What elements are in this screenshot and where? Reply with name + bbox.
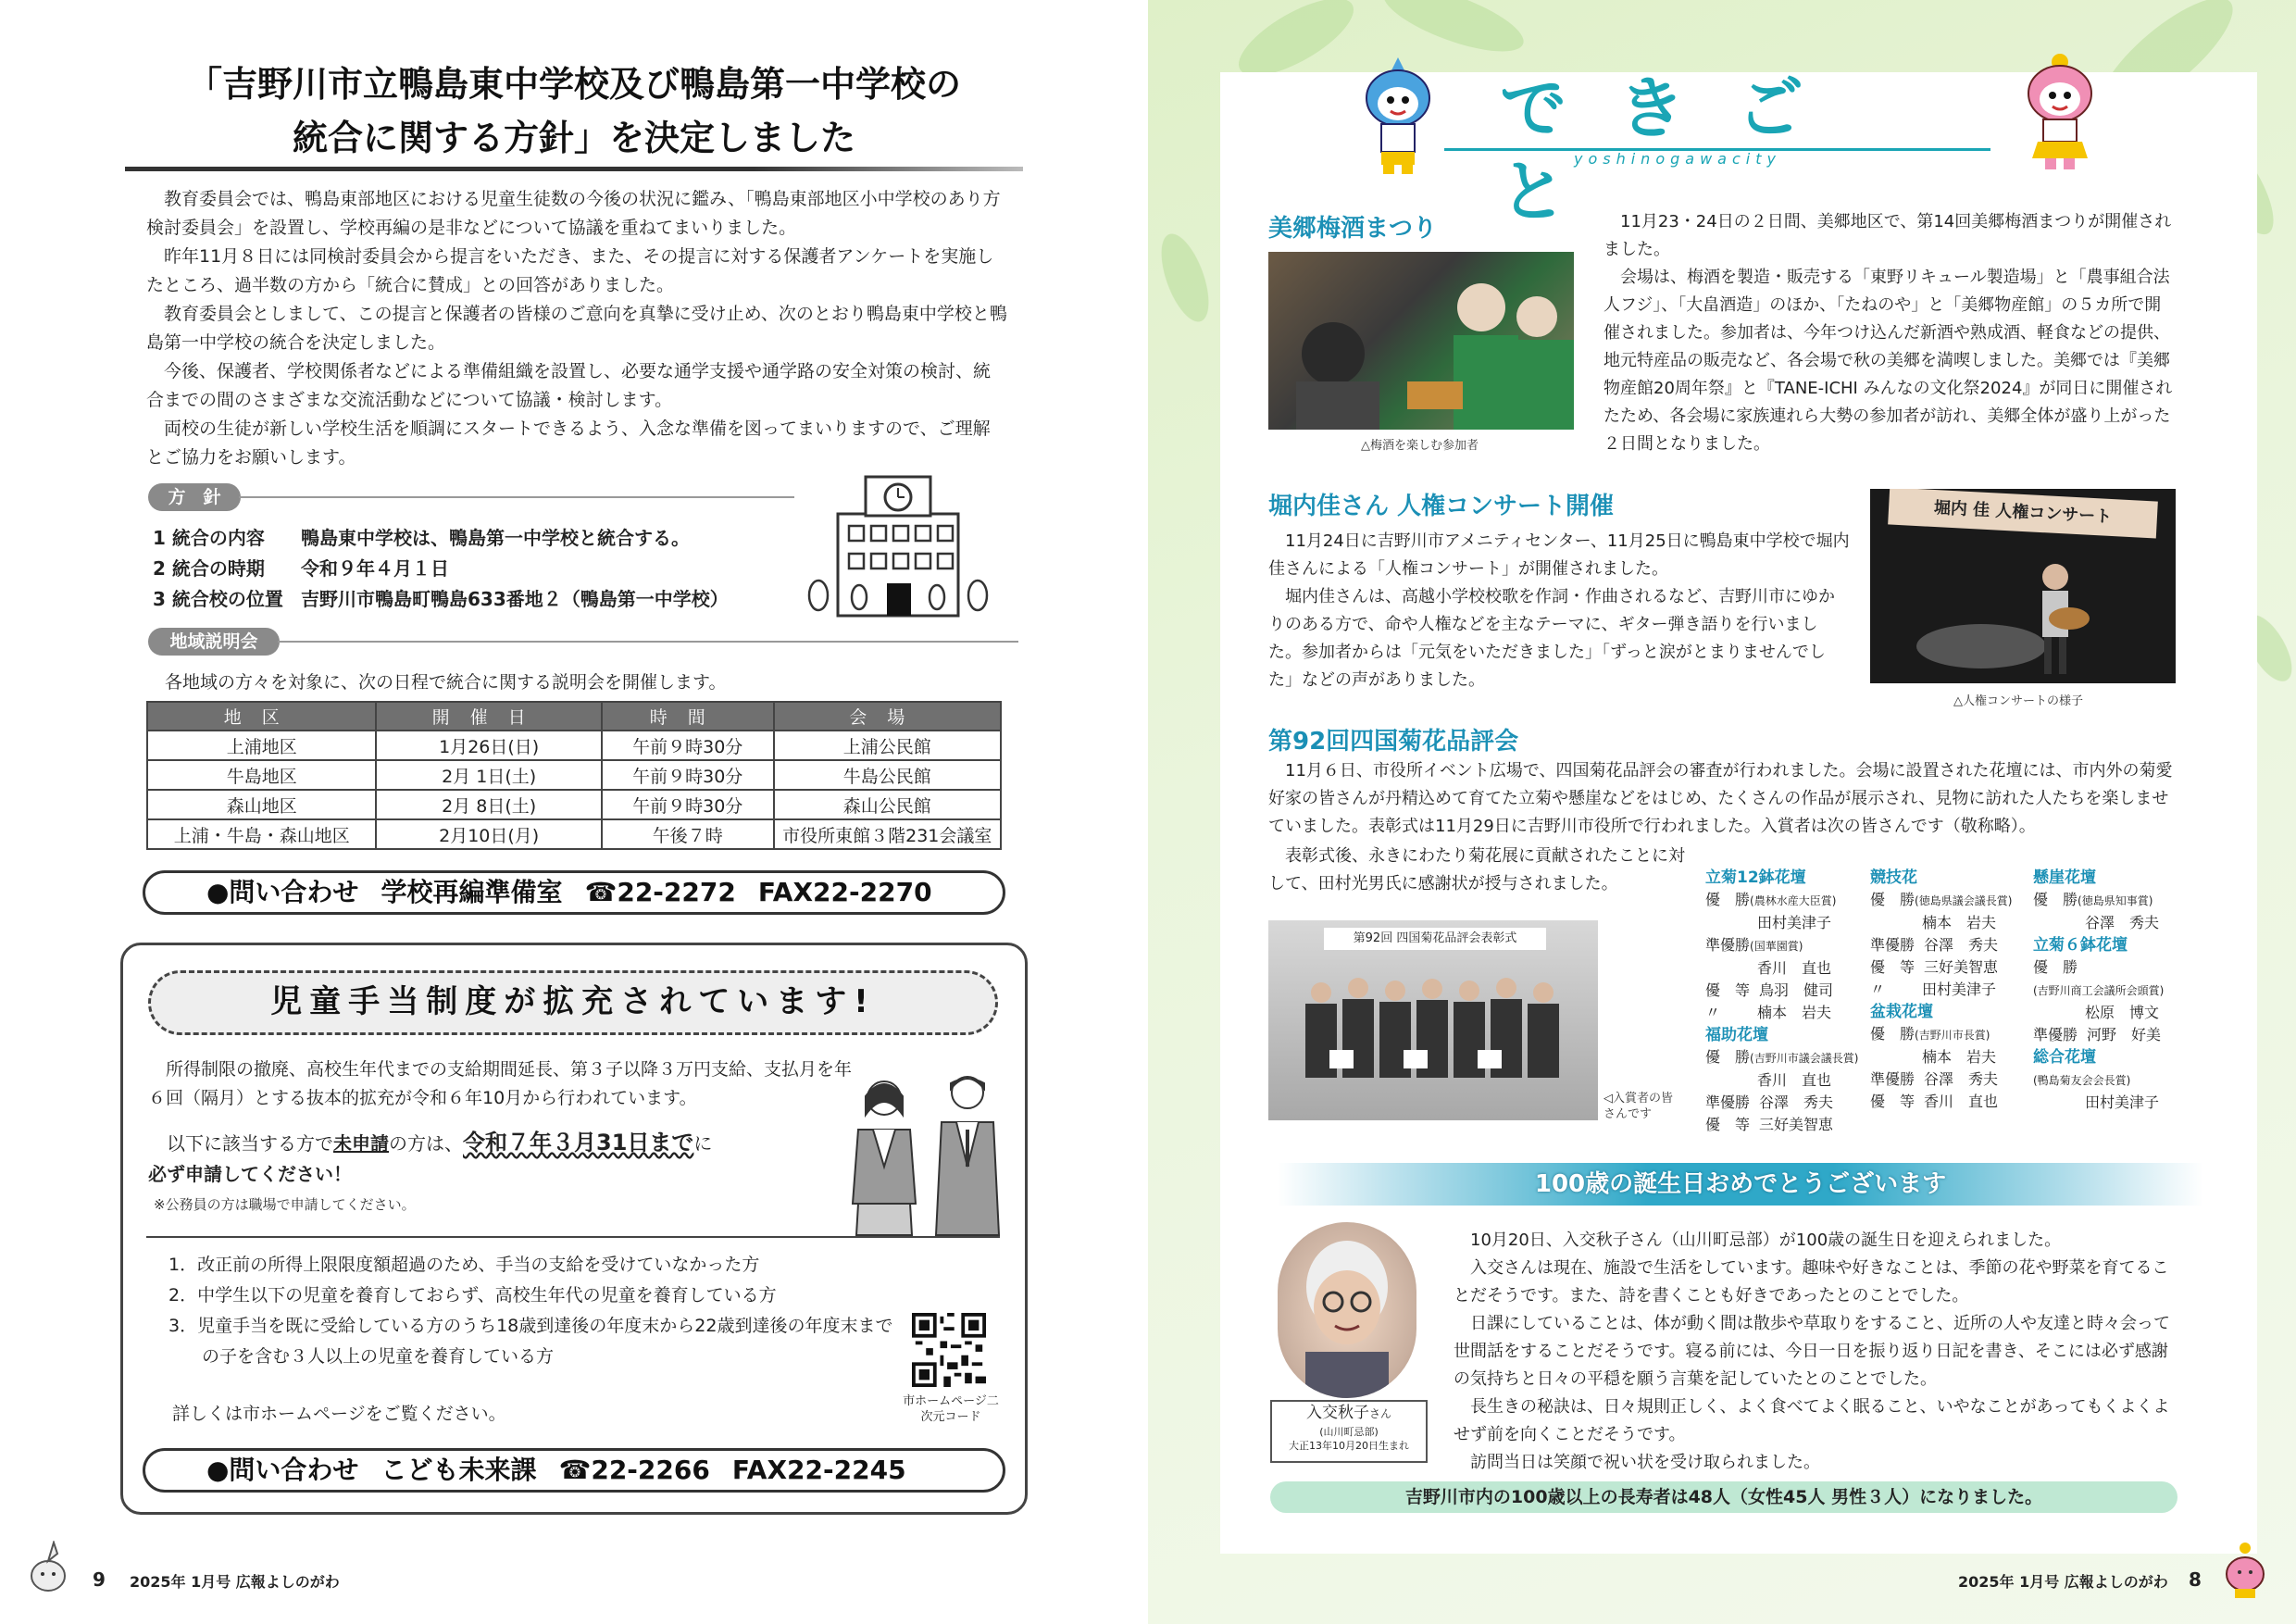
award-entry: 田村美津子	[2085, 1093, 2160, 1111]
award-entry: 〃 楠本 岩夫	[1705, 1004, 1832, 1021]
ume-festival-text: 11月23・24日の２日間、美郷地区で、第14回美郷梅酒まつりが開催されました。 会場は、梅酒を製造・販売する「東野リキュール製造場」と「農事組合法人フジ」、「大畠酒造」のほか、「たねのや」と「美郷物産館」の５カ所で開催されました。参加者は、今年つけ込んだ新酒や熟成酒、軽食などの提供、地元特産品の販売など、各会場で秋の美郷を満喫しました。美郷では『美郷物産館20周年祭』と『TANE-ICHI みんなの文化祭2024』が同日に開催されたため、各会場に家族連れら大勢の参加者が訪れ、美郷全体が盛り上がった２日間となりました。	[1603, 212, 2173, 454]
policy-heading: 方 針	[148, 483, 241, 511]
awards-column-3	[2033, 867, 2181, 1114]
region-schedule-table	[146, 701, 1002, 850]
list-item: 1．改正前の所得上限限度額超過のため、手当の支給を受けていなかった方	[168, 1255, 760, 1275]
award-entry: 準優勝 河野 好美	[2033, 1026, 2162, 1043]
award-entry: 香川 直也	[1757, 1071, 1832, 1089]
eligibility-list	[146, 1250, 905, 1372]
table-row: 上浦・牛島・森山地区 2月10日(月) 午後７時 市役所東館３階231会議室	[147, 819, 1001, 849]
centenarian-area: (山川町忌部)	[1319, 1426, 1379, 1438]
awards-column-2	[1870, 867, 2028, 1113]
qr-code-icon[interactable]	[912, 1313, 986, 1387]
award-entry: 香川 直也	[1757, 959, 1832, 977]
policy-item: 3 統合校の位置 吉野川市鴨島町鴨島633番地２（鴨島第一中学校）	[153, 588, 729, 610]
concert-caption: △人権コンサートの様子	[1953, 694, 2083, 708]
table-row: 森山地区 2月 8日(土) 午前９時30分 森山公民館	[147, 790, 1001, 819]
policy-list	[153, 523, 801, 615]
page-number: 8	[2189, 1568, 2202, 1591]
award-entry: 優 勝(徳島県議会議長賞)	[1870, 891, 2013, 908]
award-entry: 優 等 三好美智恵	[1870, 958, 1999, 976]
award-entry: 優 勝(徳島県知事賞)	[2033, 891, 2153, 908]
award-entry: 優 等 香川 直也	[1870, 1093, 1999, 1110]
centenarian-count-footer: 吉野川市内の100歳以上の長寿者は48人（女性45人 男性３人）になりました。	[1270, 1481, 2177, 1513]
chrysanthemum-photo	[1268, 920, 1598, 1120]
policy-item: 2 統合の時期 令和９年４月１日	[153, 557, 449, 580]
contact-label: ●問い合わせ	[206, 877, 359, 907]
header-subtitle: yoshinogawacity	[1574, 150, 1781, 168]
photo-illustration-icon	[1278, 1222, 1416, 1398]
intro-paragraph: 両校の生徒が新しい学校生活を順調にスタートできるよう、入念な準備を図ってまいりますので、ご理解とご協力をお願いします。	[146, 418, 991, 468]
contact-dept: 学校再編準備室	[381, 877, 563, 907]
award-entry: 楠本 岩夫	[1922, 914, 1997, 931]
award-entry: 優 勝(農林水産大臣賞)	[1705, 891, 1837, 908]
award-entry: 準優勝(国華園賞)	[1705, 936, 1803, 954]
child-allowance-title: 児童手当制度が拡充されています!	[148, 970, 998, 1035]
section-rule	[146, 1236, 1000, 1238]
award-category: 立菊12鉢花壇	[1705, 868, 1806, 887]
centenarian-nameplate: 入交秋子さん (山川町忌部) 大正13年10月20日生まれ	[1270, 1400, 1428, 1463]
footer-issue: 2025年 1月号 広報よしのがわ	[130, 1573, 340, 1591]
list-item: 2．中学生以下の児童を養育しておらず、高校生年代の児童を養育している方	[168, 1285, 777, 1305]
intro-paragraph: 今後、保護者、学校関係者などによる準備組織を設置し、必要な通学支援や通学路の安全対策の検討、統合までの間のさまざまな交流活動などについて協議・検討します。	[146, 361, 992, 410]
contact-tel: ☎22-2266	[558, 1455, 710, 1485]
child-allowance-deadline: 以下に該当する方で未申請の方は、令和７年３月31日までに 必ず申請してください！	[148, 1130, 713, 1185]
title-line-2: 統合に関する方針」を決定しました	[292, 117, 855, 158]
centenarian-name: 入交秋子	[1305, 1404, 1369, 1422]
award-entry: 優 等 三好美智恵	[1705, 1116, 1834, 1133]
award-category: 総合花壇	[2033, 1048, 2096, 1067]
award-entry: 優 勝(吉野川市長賞)	[1870, 1025, 1990, 1043]
award-entry: 〃 田村美津子	[1870, 981, 1997, 998]
list-item: 3．児童手当を既に受給している方のうち18歳到達後の年度末から22歳到達後の年度末までの子を含む３人以上の児童を養育している方	[168, 1316, 893, 1367]
award-entry: 優 勝	[2033, 958, 2078, 976]
table-row: 牛島地区 2月 1日(土) 午前９時30分 牛島公民館	[147, 760, 1001, 790]
policy-item: 1 統合の内容 鴨島東中学校は、鴨島第一中学校と統合する。	[153, 527, 690, 549]
chrysanthemum-text: 11月６日、市役所イベント広場で、四国菊花品評会の審査が行われました。会場に設置された花壇には、市内外の菊愛好家の皆さんが丹精込めて育てた立菊や懸崖などをはじめ、たくさんの作品が展示され、見物に訪れた人たちを楽しませていました。表彰式は11月29日に吉野川市役所で行われました。入賞者は次の皆さんです（敬称略）。	[1268, 761, 2173, 836]
awards-column-1	[1705, 867, 1863, 1136]
award-entry: 準優勝 谷澤 秀夫	[1870, 936, 1999, 954]
table-header-row	[147, 702, 1001, 731]
chrysanthemum-text-2: 表彰式後、永きにわたり菊花展に貢献されたことに対して、田村光男氏に感謝状が授与されました。	[1268, 846, 1685, 893]
ume-caption: △梅酒を楽しむ参加者	[1361, 439, 1479, 453]
photo-illustration-icon	[1268, 252, 1574, 430]
award-entry: 準優勝 谷澤 秀夫	[1705, 1093, 1834, 1111]
centenarian-photo	[1278, 1222, 1416, 1398]
award-entry: 準優勝 谷澤 秀夫	[1870, 1070, 1999, 1088]
see-website-text: 詳しくは市ホームページをご覧ください。	[172, 1404, 506, 1424]
table-header: 会場	[774, 702, 1001, 731]
title-line-1: 「吉野川市立鴨島東中学校及び鴨島第一中学校の	[186, 63, 961, 105]
centenarian-birthdate: 大正13年10月20日生まれ	[1289, 1440, 1409, 1452]
contact-tel: ☎22-2272	[584, 877, 736, 907]
award-entry: 田村美津子	[1757, 914, 1832, 931]
chrysanthemum-title: 第92回四国菊花品評会	[1268, 728, 1519, 756]
contact-fax: FAX22-2245	[731, 1455, 906, 1485]
table-row: 上浦地区 1月26日(日) 午前９時30分 上浦公民館	[147, 731, 1001, 760]
mascot-pink-icon	[2014, 51, 2106, 171]
page-title	[139, 57, 1009, 165]
award-category: 競技花	[1870, 868, 1917, 887]
table-header: 地区	[147, 702, 376, 731]
contact-fax: FAX22-2270	[757, 877, 932, 907]
title-rule	[125, 167, 1023, 171]
section-rule	[239, 496, 794, 498]
contact-school-reorg	[143, 870, 1005, 915]
award-entry: 楠本 岩夫	[1922, 1048, 1997, 1066]
award-category: 福助花壇	[1705, 1026, 1768, 1044]
concert-photo	[1870, 489, 2176, 683]
table-header: 開催日	[376, 702, 601, 731]
mascot-footer-icon	[28, 1541, 69, 1596]
intro-paragraph: 教育委員会では、鴨島東部地区における児童生徒数の今後の状況に鑑み、「鴨島東部地区小中学校のあり方検討委員会」を設置し、学校再編の是非などについて協議を重ねてまいりました。	[146, 189, 1001, 238]
concert-banner: 堀内 佳 人権コンサート	[1888, 489, 2158, 539]
people-illustration-icon	[838, 1065, 1014, 1236]
child-allowance-note: ※公務員の方は職場で申請してください。	[154, 1196, 416, 1213]
contact-children-future	[143, 1448, 1005, 1493]
mascot-footer-icon	[2222, 1541, 2268, 1598]
page-number: 9	[93, 1568, 106, 1591]
award-category: 懸崖花壇	[2033, 868, 2096, 887]
mascot-blue-icon	[1352, 56, 1444, 176]
qr-caption: 市ホームページ二次元コード	[903, 1394, 999, 1424]
photo-illustration-icon	[1870, 489, 2176, 683]
footer-issue: 2025年 1月号 広報よしのがわ	[1958, 1573, 2168, 1591]
photo-illustration-icon	[1268, 920, 1598, 1120]
award-entry: (吉野川商工会議所会頭賞)	[2033, 984, 2165, 997]
photo-banner: 第92回 四国菊花品評会表彰式	[1324, 928, 1546, 950]
award-category: 盆栽花壇	[1870, 1003, 1933, 1021]
award-entry: 松原 博文	[2085, 1004, 2160, 1021]
section-header-title: できごと	[1500, 69, 1856, 231]
table-header: 時間	[602, 702, 774, 731]
school-building-icon	[805, 468, 991, 620]
region-heading: 地域説明会	[148, 628, 280, 656]
centenarian-banner: 100歳の誕生日おめでとうございます	[1278, 1163, 2203, 1206]
award-entry: 谷澤 秀夫	[2085, 914, 2160, 931]
ume-festival-photo	[1268, 252, 1574, 430]
award-entry: 優 等 鳥羽 健司	[1705, 981, 1834, 999]
section-rule	[278, 641, 1018, 643]
award-entry: (鴨島菊友会会長賞)	[2033, 1074, 2131, 1087]
child-allowance-para: 所得制限の撤廃、高校生年代までの支給期間延長、第３子以降３万円支給、支払月を年６回（隔月）とする抜本的拡充が令和６年10月から行われています。	[148, 1059, 853, 1108]
intro-paragraph: 昨年11月８日には同検討委員会から提言をいただき、また、その提言に対する保護者アンケートを実施したところ、過半数の方から「統合に賛成」との回答がありました。	[146, 246, 994, 295]
concert-text: 11月24日に吉野川市アメニティセンター、11月25日に鴨島東中学校で堀内佳さんによる「人権コンサート」が開催されました。 堀内佳さんは、高越小学校校歌を作詞・作曲されるなど、吉野川市にゆかりのある方で、命や人権などを主なテーマに、ギター弾き語りを行いました。参加者からは「元気をいただきました」「ずっと涙がとまりませんでした」などの声がありました。	[1268, 531, 1850, 690]
award-category: 立菊６鉢花壇	[2033, 936, 2128, 955]
chrysanthemum-caption: ◁入賞者の皆さんです	[1603, 1092, 1673, 1121]
contact-label: ●問い合わせ	[206, 1455, 359, 1485]
centenarian-text: 10月20日、入交秋子さん（山川町忌部）が100歳の誕生日を迎えられました。 入交さんは現在、施設で生活をしています。趣味や好きなことは、季節の花や野菜を育てることだそうです。また、詩を書くことも好きであったとのことでした。 日課にしていることは、体が動く間は散歩や草取りをすること、近所の人や友達と時々会って世間話をすることだそうです。寝る前には、今日一日を振り返り日記を書き、そこには必ず感謝の気持ちと日々の平穏を願う言葉を記していたとのことでした。 長生きの秘訣は、日々規則正しく、よく食べてよく眠ること、いやなことがあってもくよくよせず前を向くことだそうです。 訪問当日は笑顔で祝い状を受け取られました。	[1454, 1230, 2170, 1472]
ume-festival-title: 美郷梅酒まつり	[1268, 215, 1438, 243]
intro-paragraph: 教育委員会としまして、この提言と保護者の皆様のご意向を真摯に受け止め、次のとおり鴨島東中学校と鴨島第一中学校の統合を決定しました。	[146, 304, 1007, 353]
concert-title: 堀内佳さん 人権コンサート開催	[1268, 493, 1615, 520]
intro-text	[146, 185, 1007, 472]
region-intro: 各地域の方々を対象に、次の日程で統合に関する説明会を開催します。	[165, 672, 727, 693]
award-entry: 優 勝(吉野川市議会議長賞)	[1705, 1048, 1859, 1066]
contact-dept: こども未来課	[381, 1455, 537, 1485]
